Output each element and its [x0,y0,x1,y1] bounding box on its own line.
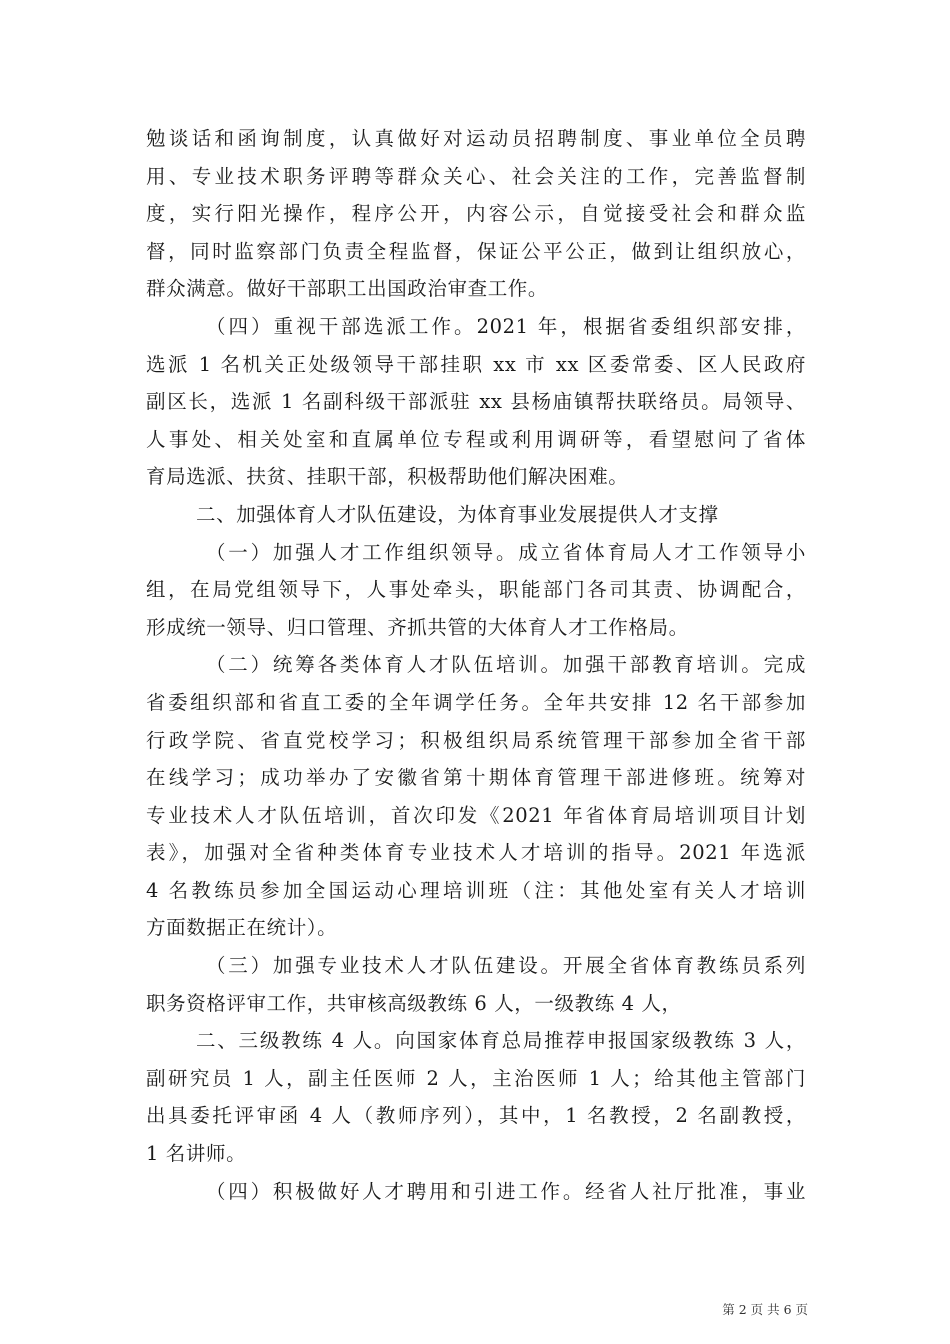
text-line: 度，实行阳光操作，程序公开，内容公示，自觉接受社会和群众监 [146,202,806,226]
document-body [146,120,806,1210]
text-line: 组，在局党组领导下，人事处牵头，职能部门各司其责、协调配合， [146,578,806,602]
text-line: 二、三级教练 4 人。向国家体育总局推荐申报国家级教练 3 人， [196,1029,806,1053]
text-line: 督，同时监察部门负责全程监督，保证公平公正，做到让组织放心， [146,239,806,263]
text-line: 形成统一领导、归口管理、齐抓共管的大体育人才工作格局。 [146,615,689,639]
text-line: 选派 1 名机关正处级领导干部挂职 xx 市 xx 区委常委、区人民政府 [146,352,806,376]
text-line: 省委组织部和省直工委的全年调学任务。全年共安排 12 名干部参加 [146,690,806,714]
text-line: （四）积极做好人才聘用和引进工作。经省人社厅批准，事业 [206,1179,806,1203]
page-number: 第 2 页 共 6 页 [722,1302,808,1317]
text-line: 职务资格评审工作，共审核高级教练 6 人，一级教练 4 人， [146,991,682,1015]
text-line: 专业技术人才队伍培训，首次印发《2021 年省体育局培训项目计划 [146,803,806,827]
text-line: 人事处、相关处室和直属单位专程或利用调研等，看望慰问了省体 [146,427,806,451]
text-line: 用、专业技术职务评聘等群众关心、社会关注的工作，完善监督制 [146,164,806,188]
text-line: 副区长，选派 1 名副科级干部派驻 xx 县杨庙镇帮扶联络员。局领导、 [146,390,806,414]
text-line: 行政学院、省直党校学习；积极组织局系统管理干部参加全省干部 [146,728,806,752]
text-line: 二、加强体育人才队伍建设，为体育事业发展提供人才支撑 [196,502,719,526]
text-line: 表》，加强对全省种类体育专业技术人才培训的指导。2021 年选派 [146,841,806,865]
text-line: 育局选派、扶贫、挂职干部，积极帮助他们解决困难。 [146,465,629,489]
text-line: （一）加强人才工作组织领导。成立省体育局人才工作领导小 [206,540,806,564]
text-line: 在线学习；成功举办了安徽省第十期体育管理干部进修班。统筹对 [146,766,806,790]
text-line: 方面数据正在统计）。 [146,916,338,940]
text-line: （四）重视干部选派工作。2021 年，根据省委组织部安排， [206,314,806,338]
text-line: 群众满意。做好干部职工出国政治审查工作。 [146,277,549,301]
text-line: （三）加强专业技术人才队伍建设。开展全省体育教练员系列 [206,954,806,978]
text-line: 副研究员 1 人，副主任医师 2 人，主治医师 1 人；给其他主管部门 [146,1066,806,1090]
text-line: 1 名讲师。 [146,1142,247,1166]
text-line: 4 名教练员参加全国运动心理培训班（注：其他处室有关人才培训 [146,878,806,902]
text-line: 出具委托评审函 4 人（教师序列），其中，1 名教授，2 名副教授， [146,1104,806,1128]
text-line: 勉谈话和函询制度，认真做好对运动员招聘制度、事业单位全员聘 [146,127,806,150]
text-line: （二）统筹各类体育人才队伍培训。加强干部教育培训。完成 [206,653,806,677]
